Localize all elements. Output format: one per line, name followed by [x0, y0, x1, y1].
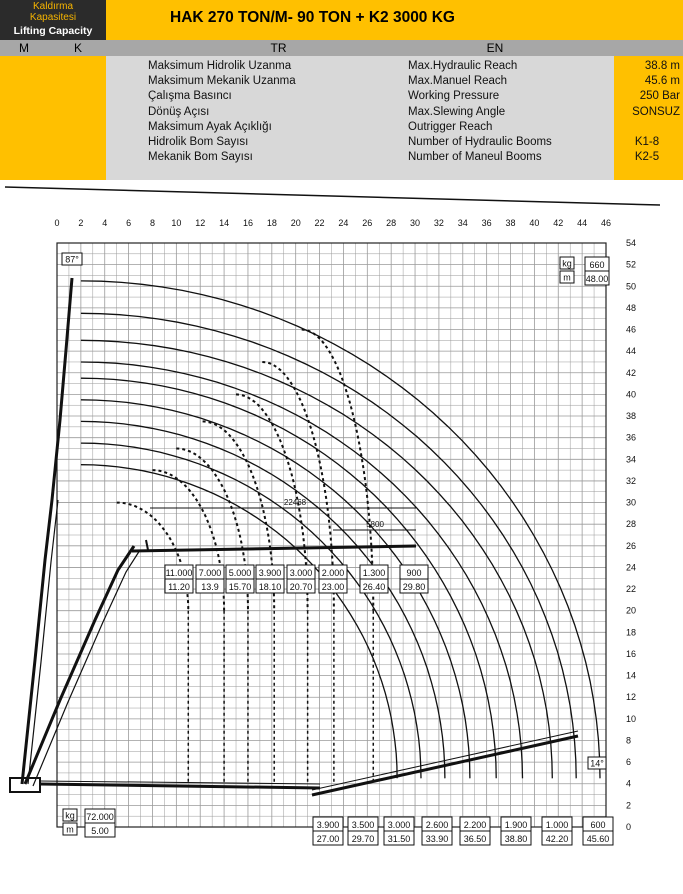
chart-grid — [57, 243, 606, 827]
spec-tr: Çalışma Basıncı — [148, 90, 232, 102]
x-tick-label: 24 — [338, 218, 349, 228]
jib-joint — [146, 540, 148, 550]
spec-en: Number of Maneul Booms — [408, 151, 542, 163]
x-tick-label: 44 — [577, 218, 588, 228]
load-m: 15.70 — [228, 582, 252, 592]
spec-tr: Maksimum Hidrolik Uzanma — [148, 60, 292, 72]
y-tick-label: 36 — [626, 432, 637, 443]
x-tick-label: 38 — [505, 218, 516, 228]
inclined-jib-edge — [312, 731, 578, 790]
load-m: 26.40 — [362, 582, 386, 592]
spec-en: Number of Hydraulic Booms — [408, 136, 552, 148]
x-tick-label: 46 — [600, 218, 612, 228]
spec-value: SONSUZ — [632, 106, 680, 118]
load-kg: 1.300 — [362, 568, 386, 578]
chart-labels — [54, 218, 636, 845]
legend-kg: kg — [65, 810, 75, 821]
spec-row — [0, 59, 683, 74]
x-tick-label: 42 — [553, 218, 564, 228]
load-m: 29.70 — [351, 834, 375, 844]
spec-en: Working Pressure — [408, 90, 500, 102]
spec-value: 45.6 m — [644, 75, 680, 87]
spec-tr: Hidrolik Bom Sayısı — [148, 136, 249, 148]
load-m: 36.50 — [463, 834, 487, 844]
load-kg: 3.900 — [316, 820, 340, 830]
spec-tr: Maksimum Ayak Açıklığı — [148, 121, 272, 133]
load-m: 33.90 — [425, 834, 449, 844]
y-tick-label: 10 — [626, 713, 637, 724]
legend-m: m — [66, 824, 74, 835]
x-tick-label: 36 — [481, 218, 492, 228]
y-tick-label: 42 — [626, 367, 637, 378]
spec-row — [0, 150, 683, 165]
lifting-capacity-tr-line2: Kapasitesi — [29, 12, 77, 23]
load-kg: 1.000 — [545, 820, 569, 830]
column-header-row — [0, 40, 683, 56]
load-kg: 2.200 — [463, 820, 487, 830]
load-m: 29.80 — [402, 582, 426, 592]
col-header-tr: TR — [270, 41, 287, 55]
y-tick-label: 40 — [626, 389, 637, 400]
load-m: 42.20 — [545, 834, 569, 844]
y-tick-label: 34 — [626, 454, 637, 465]
x-tick-label: 2 — [78, 218, 84, 228]
x-tick-label: 20 — [290, 218, 301, 228]
load-kg: 2.600 — [425, 820, 449, 830]
x-tick-label: 16 — [242, 218, 253, 228]
load-kg: 3.000 — [289, 568, 313, 578]
lower-boom — [40, 784, 320, 788]
spec-en: Max.Hydraulic Reach — [408, 60, 518, 72]
spec-row — [0, 89, 683, 104]
y-tick-label: 8 — [626, 735, 632, 746]
load-kg: 5.000 — [228, 568, 252, 578]
spec-en: Outrigger Reach — [408, 121, 493, 133]
y-tick-label: 26 — [626, 540, 637, 551]
x-tick-label: 14 — [219, 218, 230, 228]
y-tick-label: 46 — [626, 324, 637, 335]
spec-en: Max.Slewing Angle — [408, 106, 506, 118]
load-m: 38.80 — [504, 834, 528, 844]
spec-value: K1-8 — [634, 136, 660, 148]
load-kg: 72.000 — [86, 812, 114, 822]
load-kg: 660 — [589, 260, 605, 270]
y-tick-label: 14 — [626, 670, 637, 681]
spec-row — [0, 105, 683, 120]
angle-top-label: 87° — [65, 254, 79, 265]
spec-value: K2-5 — [634, 151, 660, 163]
separator-line — [5, 187, 660, 205]
col-header-en: EN — [486, 41, 504, 55]
y-tick-label: 28 — [626, 519, 637, 530]
lifting-capacity-tr-line1: Kaldırma — [32, 1, 73, 12]
y-tick-label: 22 — [626, 584, 637, 595]
dimension-label: 22468 — [283, 498, 307, 507]
load-m: 11.20 — [168, 582, 190, 592]
x-tick-label: 18 — [266, 218, 277, 228]
load-kg: 11.000 — [165, 568, 193, 578]
col-header-m: M — [19, 41, 29, 55]
page-title: HAK 270 TON/M- 90 TON + K2 3000 KG — [170, 9, 455, 26]
load-kg: 3.000 — [387, 820, 411, 830]
x-tick-label: 6 — [126, 218, 132, 228]
load-kg: 3.900 — [258, 568, 282, 578]
crane-drawing — [10, 278, 578, 795]
x-tick-label: 34 — [457, 218, 468, 228]
dimension-label: 5800 — [366, 520, 384, 529]
load-m: 13.9 — [201, 582, 219, 592]
spec-en: Max.Manuel Reach — [408, 75, 508, 87]
y-tick-label: 30 — [626, 497, 637, 508]
y-tick-label: 12 — [626, 692, 637, 703]
x-tick-label: 4 — [102, 218, 108, 228]
x-tick-label: 22 — [314, 218, 325, 228]
title-bar — [106, 0, 683, 40]
y-tick-label: 32 — [626, 475, 637, 486]
x-tick-label: 32 — [433, 218, 444, 228]
load-kg: 900 — [406, 568, 422, 578]
spec-tr: Maksimum Mekanik Uzanma — [148, 75, 296, 87]
y-tick-label: 54 — [626, 238, 637, 248]
y-tick-label: 0 — [626, 822, 632, 832]
y-tick-label: 50 — [626, 281, 637, 292]
x-tick-label: 30 — [410, 218, 421, 228]
load-m: 18.10 — [258, 582, 282, 592]
load-m: 23.00 — [321, 582, 345, 592]
y-tick-label: 2 — [626, 800, 632, 811]
spec-row — [0, 120, 683, 135]
x-tick-label: 8 — [149, 218, 155, 228]
lifting-capacity-label — [0, 0, 106, 40]
angle-bottom-label: 14° — [590, 758, 604, 769]
load-kg: 1.900 — [504, 820, 528, 830]
y-tick-label: 24 — [626, 562, 637, 573]
lifting-capacity-en: Lifting Capacity — [13, 25, 93, 37]
legend-kg: kg — [562, 258, 572, 269]
x-tick-label: 0 — [54, 218, 60, 228]
spec-tr: Mekanik Bom Sayısı — [148, 151, 253, 163]
x-tick-label: 28 — [386, 218, 397, 228]
spec-row — [0, 135, 683, 150]
y-tick-label: 20 — [626, 605, 637, 616]
spec-value: 250 Bar — [639, 90, 680, 102]
legend-m: m — [563, 272, 571, 283]
y-tick-label: 6 — [626, 757, 632, 768]
load-curves — [81, 281, 600, 784]
col-header-k: K — [73, 41, 82, 55]
load-m: 48.00 — [585, 274, 609, 284]
y-tick-label: 18 — [626, 627, 637, 638]
y-tick-label: 16 — [626, 648, 637, 659]
load-m: 45.60 — [586, 834, 610, 844]
spec-tr: Dönüş Açısı — [148, 106, 210, 118]
load-m: 5.00 — [91, 826, 109, 836]
load-m: 20.70 — [289, 582, 313, 592]
spec-row — [0, 74, 683, 89]
load-kg: 7.000 — [198, 568, 222, 578]
spec-table — [0, 56, 683, 180]
spec-value: 38.8 m — [644, 60, 680, 72]
load-m: 31.50 — [387, 834, 411, 844]
y-tick-label: 38 — [626, 411, 637, 422]
load-kg: 3.500 — [351, 820, 375, 830]
x-tick-label: 10 — [171, 218, 182, 228]
inclined-jib — [312, 736, 578, 795]
load-kg: 2.000 — [321, 568, 345, 578]
load-kg: 600 — [590, 820, 606, 830]
y-tick-label: 48 — [626, 302, 637, 313]
y-tick-label: 44 — [626, 346, 637, 357]
x-tick-label: 26 — [362, 218, 373, 228]
load-chart — [0, 180, 683, 894]
y-tick-label: 52 — [626, 259, 637, 270]
x-tick-label: 40 — [529, 218, 540, 228]
load-m: 27.00 — [316, 834, 340, 844]
x-tick-label: 12 — [195, 218, 206, 228]
y-tick-label: 4 — [626, 778, 632, 789]
